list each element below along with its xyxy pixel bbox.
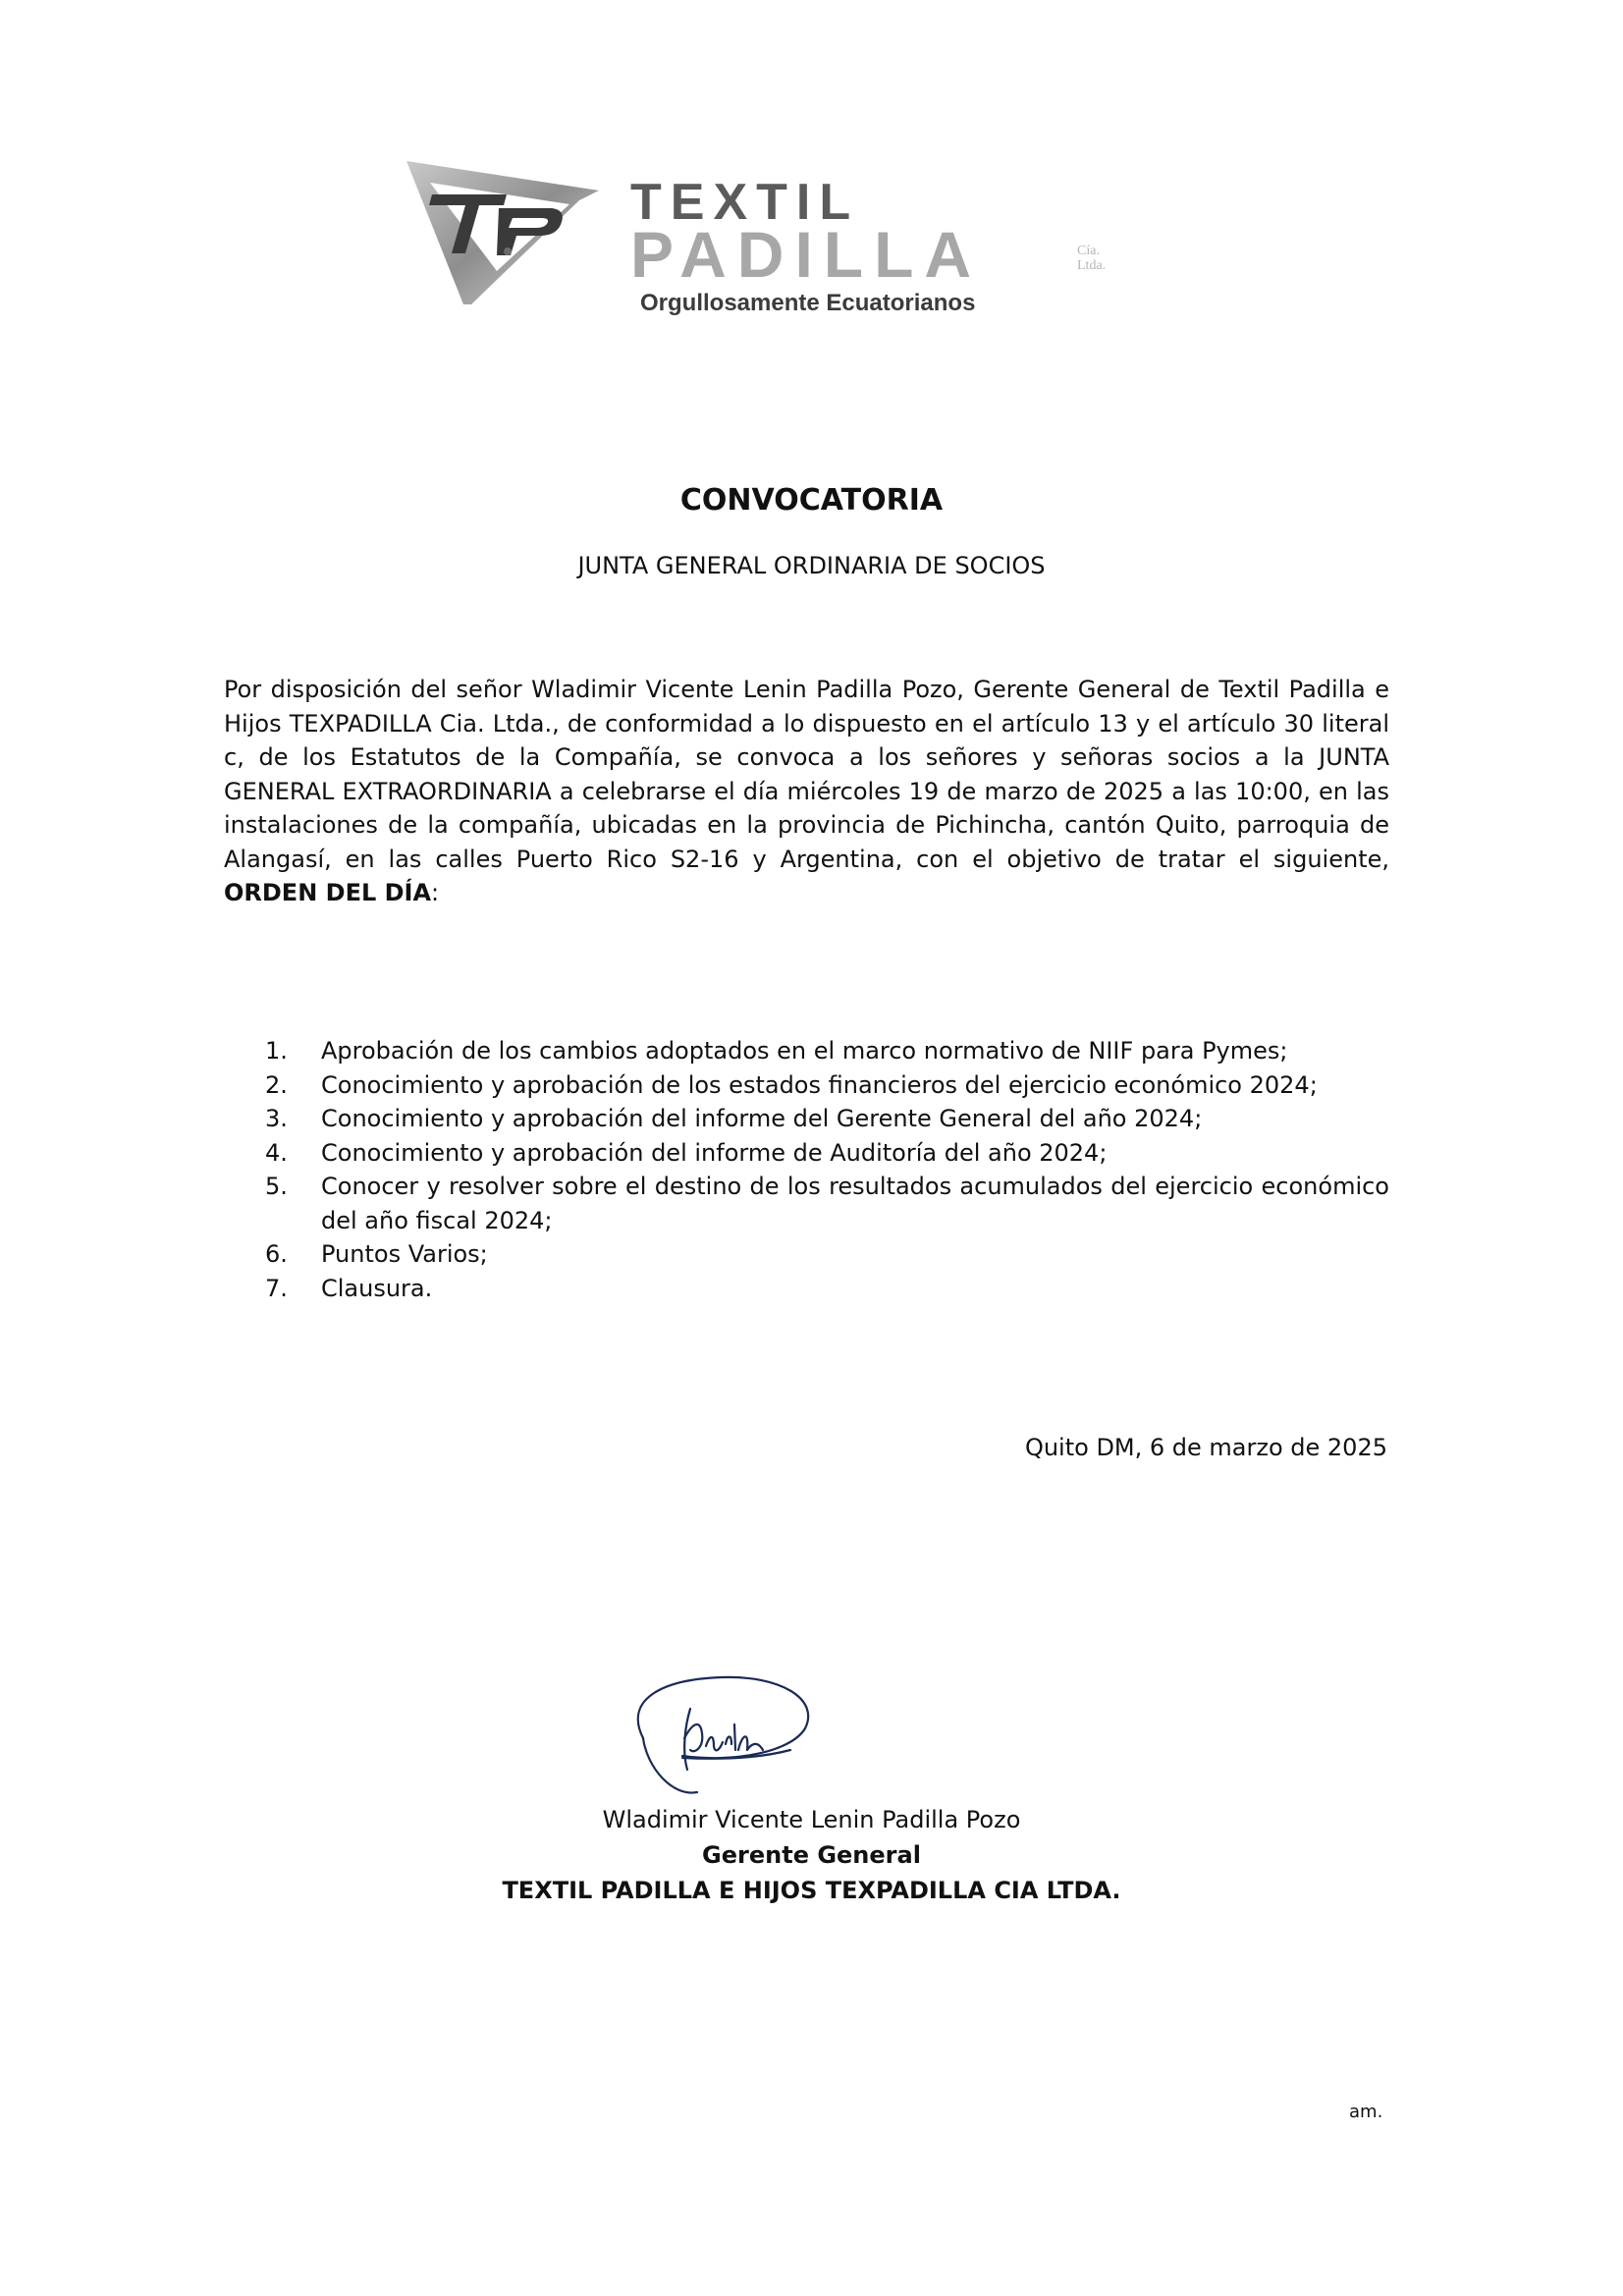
agenda-item [265, 1136, 1389, 1171]
logo-suffix [1077, 244, 1106, 273]
agenda-item-number: 1. [265, 1037, 288, 1065]
agenda-item-text: Conocer y resolver sobre el destino de los resultados acumulados del ejercicio económico del año fiscal 2024; [321, 1173, 1389, 1234]
logo-suffix-ltda: Ltda. [1077, 258, 1107, 273]
logo-line-textil: TEXTIL [630, 174, 860, 231]
agenda-item-number: 2. [265, 1070, 288, 1099]
document-subtitle: JUNTA GENERAL ORDINARIA DE SOCIOS [577, 552, 1046, 579]
signer-role: Gerente General [702, 1841, 921, 1869]
paragraph-end: : [431, 879, 440, 906]
agenda-item [265, 1068, 1389, 1103]
agenda-item-number: 6. [265, 1240, 288, 1268]
paragraph-emphasis: ORDEN DEL DÍA [224, 879, 432, 906]
document-title: CONVOCATORIA [679, 483, 944, 518]
agenda-item [265, 1237, 1389, 1272]
agenda-item-text: Aprobación de los cambios adoptados en el marco normativo de NIIF para Pymes; [321, 1037, 1288, 1065]
agenda-item-number: 3. [265, 1105, 288, 1132]
signer-company: TEXTIL PADILLA E HIJOS TEXPADILLA CIA LTDA. [502, 1877, 1121, 1904]
agenda-item-text: Puntos Varios; [321, 1240, 488, 1268]
signature-block [0, 1802, 1623, 1908]
agenda-item-text: Clausura. [321, 1274, 433, 1302]
paragraph-text: Por disposición del señor Wladimir Vicente Lenin Padilla Pozo, Gerente General de Textil Padilla e Hijos TEXPADILLA Cia. Ltda., de conformidad a lo dispuesto en el artículo 13 y el artículo 30 literal c, de los Estatutos de la Compañía, se convoca a los señores y señoras socios a la JUNTA GENERAL EXTRAORDINARIA a celebrarse el día miércoles 19 de marzo de 2025 a las 10:00, en las instalaciones de la compañía, ubicadas en la provincia de Pichincha, cantón Quito, parroquia de Alangasí, en las calles Puerto Rico S2-16 y Argentina, con el objetivo de tratar el siguiente, [224, 676, 1389, 873]
agenda-item [265, 1170, 1389, 1237]
logo-slogan: Orgullosamente Ecuatorianos [640, 290, 976, 316]
signer-name: Wladimir Vicente Lenin Padilla Pozo [602, 1806, 1021, 1833]
logo-mark-icon [403, 157, 604, 314]
logo-suffix-cia: Cía. [1077, 244, 1100, 258]
logo-line-padilla: PADILLA [630, 218, 983, 291]
convocation-paragraph [224, 673, 1389, 910]
logo-wordmark [630, 174, 1141, 324]
agenda-item-text: Conocimiento y aprobación del informe de Auditoría del año 2024; [321, 1138, 1108, 1167]
handwritten-signature-icon [604, 1660, 830, 1807]
typist-initials: am. [1349, 2102, 1383, 2122]
agenda-item [265, 1102, 1389, 1136]
agenda-item-number: 4. [265, 1138, 288, 1167]
agenda-item-text: Conocimiento y aprobación del informe del Gerente General del año 2024; [321, 1105, 1203, 1132]
agenda-item-number: 7. [265, 1274, 288, 1302]
agenda-item [265, 1034, 1389, 1068]
agenda-item [265, 1272, 1389, 1306]
agenda-list [265, 1034, 1389, 1305]
company-logo [403, 157, 1149, 329]
agenda-item-text: Conocimiento y aprobación de los estados financieros del ejercicio económico 2024; [321, 1070, 1318, 1099]
agenda-item-number: 5. [265, 1173, 288, 1200]
place-date: Quito DM, 6 de marzo de 2025 [1024, 1434, 1387, 1461]
